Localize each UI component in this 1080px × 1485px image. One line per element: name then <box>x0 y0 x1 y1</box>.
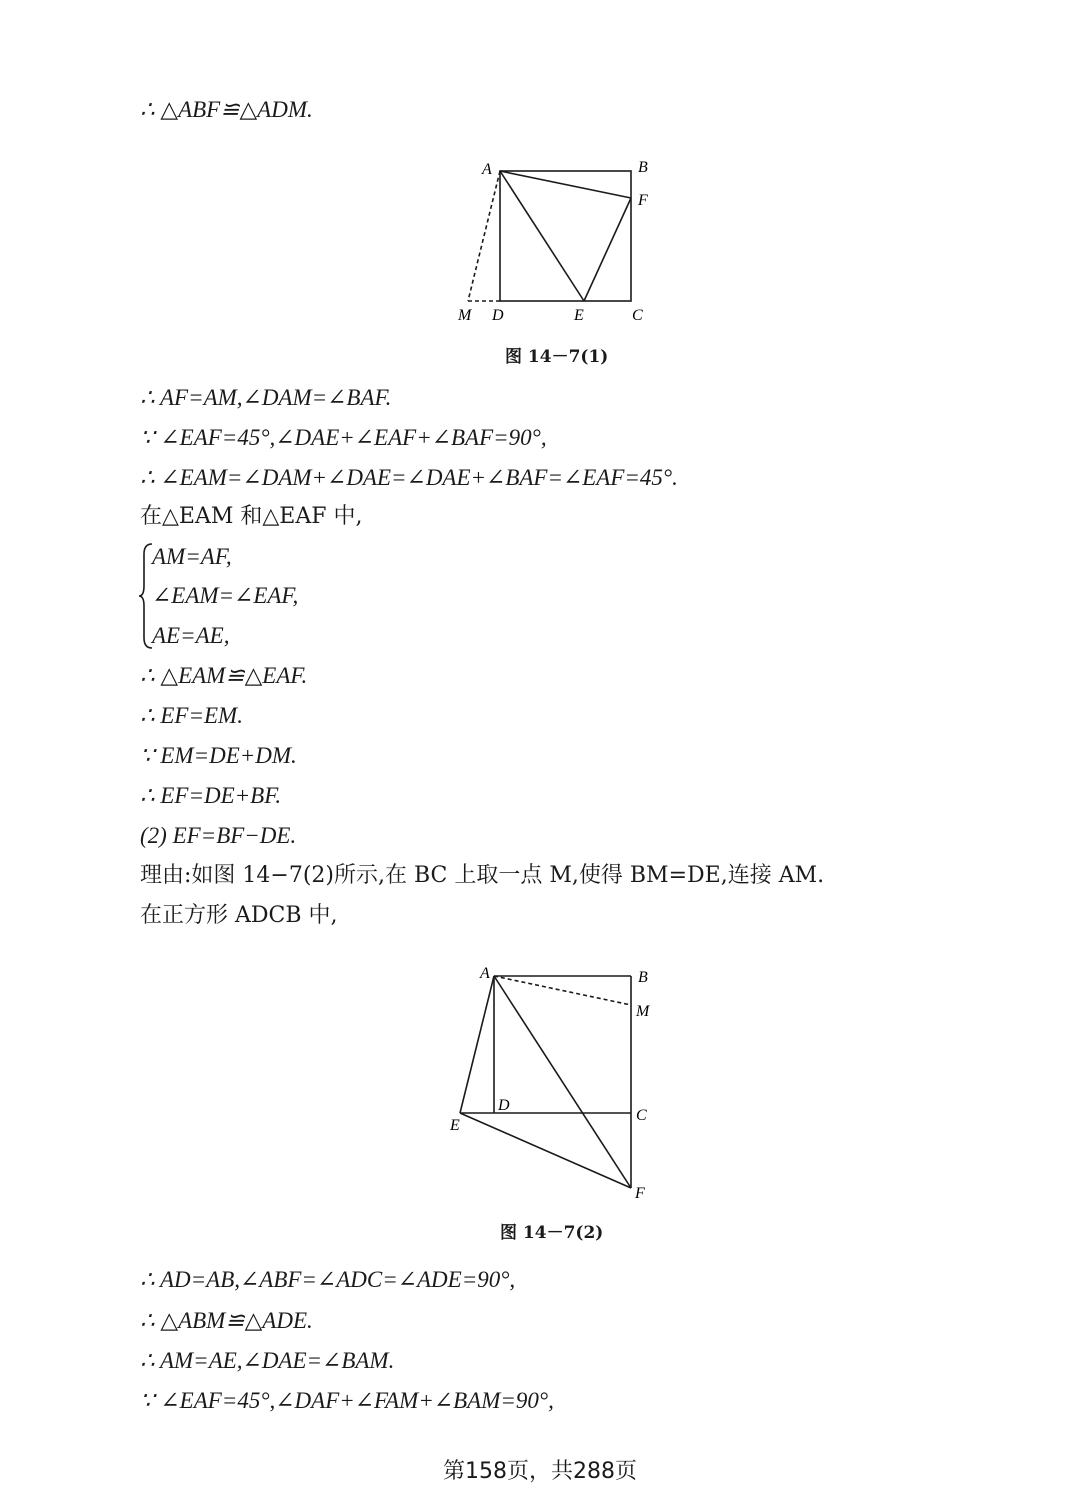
proof-line: 在△EAM 和△EAF 中, <box>140 504 363 529</box>
segment-am-dashed <box>494 976 631 1005</box>
segment-ef <box>584 198 631 301</box>
proof-line: ∵ ∠EAF=45°,∠DAF+∠FAM+∠BAM=90°, <box>140 1388 554 1413</box>
proof-line: ∴ △ABF≌△ADM. <box>140 97 313 122</box>
page-footer: 第158页，共288页 <box>443 1459 637 1484</box>
segment-ae <box>460 976 494 1113</box>
label-d: D <box>492 307 504 324</box>
proof-line: ∴ ∠EAM=∠DAM+∠DAE=∠DAE+∠BAF=∠EAF=45°. <box>140 465 678 490</box>
label-a: A <box>480 965 490 982</box>
label-a: A <box>482 161 492 178</box>
proof-line: ∵ ∠EAF=45°,∠DAE+∠EAF+∠BAF=90°, <box>140 425 547 450</box>
segment-af <box>500 171 631 198</box>
system-line: ∠EAM=∠EAF, <box>152 583 299 608</box>
proof-line: ∴ AF=AM,∠DAM=∠BAF. <box>140 385 392 410</box>
proof-line: 理由:如图 14−7(2)所示,在 BC 上取一点 M,使得 BM=DE,连接 AM. <box>140 863 825 888</box>
figure-2-caption: 图 14－7(2) <box>500 1223 604 1243</box>
label-f: F <box>638 192 648 209</box>
figure-1-caption: 图 14－7(1) <box>505 347 609 367</box>
proof-line: ∴ EF=EM. <box>140 703 243 728</box>
proof-line: (2) EF=BF−DE. <box>140 823 297 848</box>
square-abcd <box>500 171 631 301</box>
proof-line: 在正方形 ADCB 中, <box>140 903 338 928</box>
proof-line: ∴ AM=AE,∠DAE=∠BAM. <box>140 1348 395 1373</box>
label-c: C <box>636 1107 647 1124</box>
label-e: E <box>450 1117 460 1134</box>
label-m: M <box>458 307 472 324</box>
system-line: AM=AF, <box>152 544 232 569</box>
proof-line: ∴ △EAM≌△EAF. <box>140 663 308 688</box>
label-b: B <box>638 159 648 176</box>
segment-ae <box>500 171 584 301</box>
label-f: F <box>635 1185 645 1202</box>
proof-line: ∴ AD=AB,∠ABF=∠ADC=∠ADE=90°, <box>140 1267 516 1292</box>
label-e: E <box>574 307 584 324</box>
proof-line: ∴ △ABM≌△ADE. <box>140 1308 313 1333</box>
label-d: D <box>498 1097 510 1114</box>
proof-line: ∴ EF=DE+BF. <box>140 783 282 808</box>
segment-ef <box>460 1113 631 1188</box>
label-m: M <box>636 1003 650 1020</box>
system-line: AE=AE, <box>152 623 230 648</box>
label-c: C <box>632 307 643 324</box>
segment-af <box>494 976 631 1188</box>
proof-line: ∵ EM=DE+DM. <box>140 743 297 768</box>
figure-14-7-1 <box>440 150 670 335</box>
segment-am-dashed <box>468 171 500 301</box>
label-b: B <box>638 969 648 986</box>
figure-14-7-2 <box>440 958 670 1208</box>
